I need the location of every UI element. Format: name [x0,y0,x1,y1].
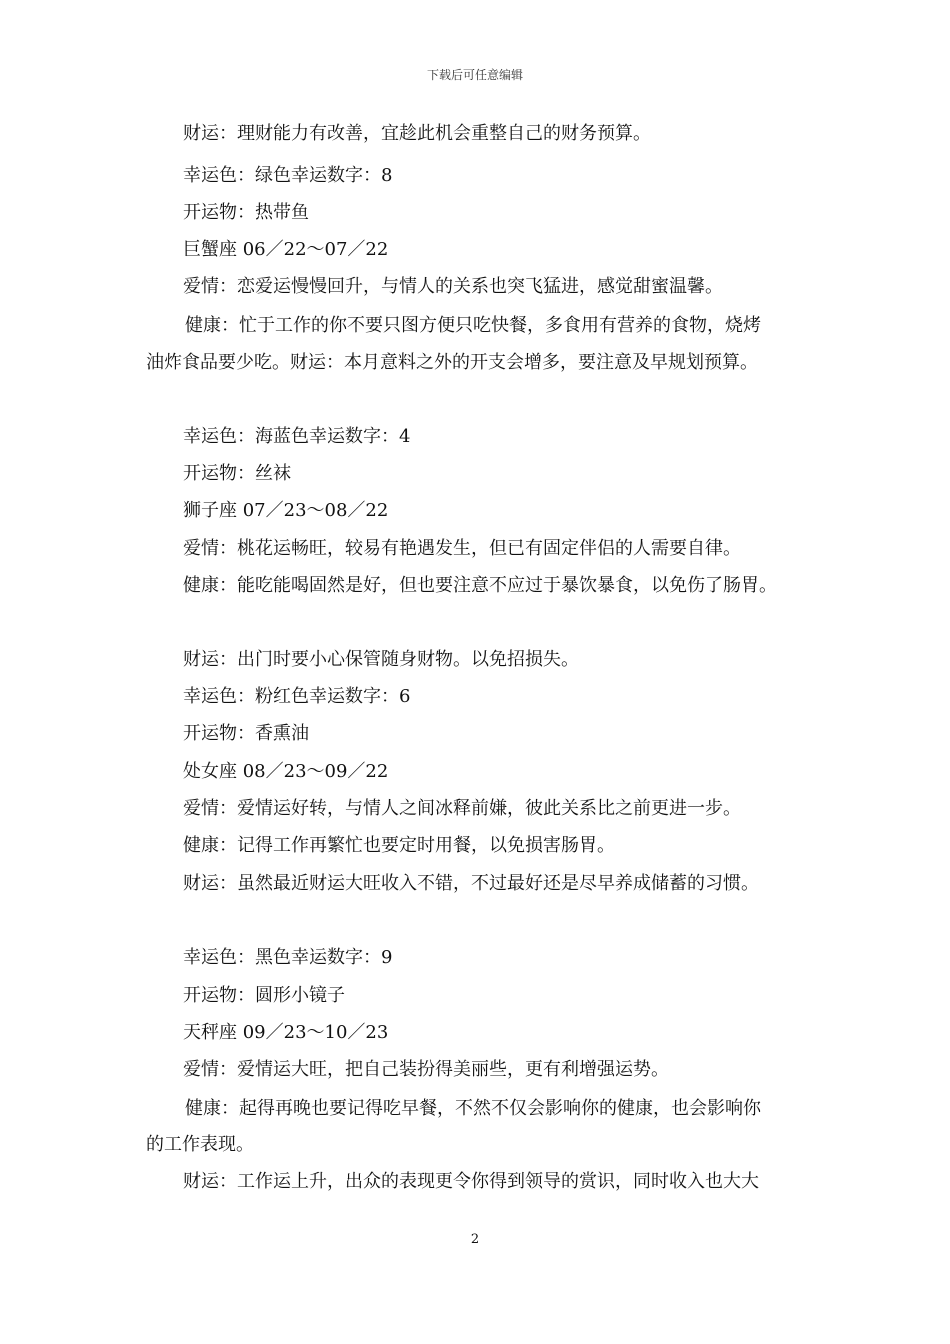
text-line: 健康：记得工作再繁忙也要定时用餐，以免损害肠胃。 [183,835,615,856]
text-line: 巨蟹座 06／22～07／22 [183,239,389,260]
text-line: 幸运色：黑色幸运数字：9 [183,947,393,968]
text-line: 开运物：丝袜 [183,463,291,484]
text-line: 开运物：香熏油 [183,723,309,744]
text-line: 处女座 08／23～09／22 [183,761,389,782]
text-line: 天秤座 09／23～10／23 [183,1022,389,1043]
text-line: 健康：忙于工作的你不要只图方便只吃快餐，多食用有营养的食物，烧烤 [185,315,761,336]
text-line: 健康：起得再晚也要记得吃早餐，不然不仅会影响你的健康，也会影响你 [185,1098,761,1119]
page-header: 下载后可任意编辑 [426,68,523,82]
text-line: 健康：能吃能喝固然是好，但也要注意不应过于暴饮暴食，以免伤了肠胃。 [183,575,777,596]
text-line: 财运：出门时要小心保管随身财物。以免招损失。 [183,649,579,670]
text-line: 开运物：热带鱼 [183,202,309,223]
text-line: 爱情：爱情运大旺，把自己装扮得美丽些，更有利增强运势。 [183,1059,669,1080]
text-line: 爱情：桃花运畅旺，较易有艳遇发生，但已有固定伴侣的人需要自律。 [183,538,741,559]
text-line: 爱情：恋爱运慢慢回升，与情人的关系也突飞猛进，感觉甜蜜温馨。 [183,276,723,297]
text-line: 狮子座 07／23～08／22 [183,500,389,521]
text-line: 财运：虽然最近财运大旺收入不错，不过最好还是尽早养成储蓄的习惯。 [183,873,759,894]
text-line: 的工作表现。 [146,1134,254,1155]
text-line: 财运：工作运上升，出众的表现更令你得到领导的赏识，同时收入也大大 [183,1171,759,1192]
text-line: 幸运色：粉红色幸运数字：6 [183,686,411,707]
page-number: 2 [470,1232,480,1247]
text-line: 油炸食品要少吃。财运：本月意料之外的开支会增多，要注意及早规划预算。 [146,352,758,373]
text-line: 开运物：圆形小镜子 [183,985,345,1006]
text-line: 爱情：爱情运好转，与情人之间冰释前嫌，彼此关系比之前更进一步。 [183,798,741,819]
text-line: 财运：理财能力有改善，宜趁此机会重整自己的财务预算。 [183,123,651,144]
text-line: 幸运色：绿色幸运数字：8 [183,165,393,186]
text-line: 幸运色：海蓝色幸运数字：4 [183,426,411,447]
